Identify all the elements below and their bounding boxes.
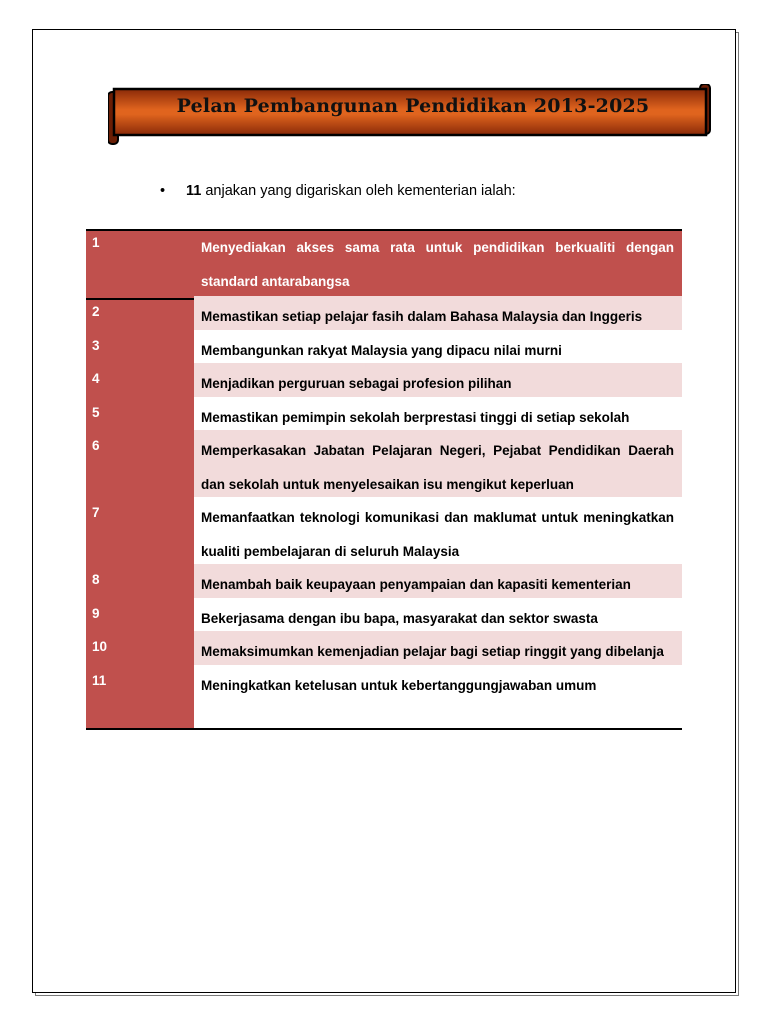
row-number: 9 (86, 602, 194, 636)
banner-title: Pelan Pembangunan Pendidikan 2013-2025 (176, 95, 650, 117)
bullet-icon: • (160, 183, 166, 199)
table-row (86, 635, 682, 669)
row-text: Menjadikan perguruan sebagai profesion pilihan (194, 363, 682, 401)
table-row (86, 367, 682, 401)
table-row (86, 300, 682, 334)
table-row (86, 669, 682, 729)
intro-bullet (160, 183, 516, 199)
row-text: Memastikan pemimpin sekolah berprestasi tinggi di setiap sekolah (194, 397, 682, 435)
table-row (86, 231, 682, 300)
row-text: Bekerjasama dengan ibu bapa, masyarakat dan sektor swasta (194, 598, 682, 636)
table-row (86, 334, 682, 368)
intro-text: anjakan yang digariskan oleh kementerian ialah: (201, 183, 516, 199)
row-number: 8 (86, 568, 194, 602)
row-number: 10 (86, 635, 194, 669)
title-banner (108, 84, 710, 138)
row-number: 4 (86, 367, 194, 401)
table-row (86, 602, 682, 636)
row-text: Memaksimumkan kemenjadian pelajar bagi setiap ringgit yang dibelanja (194, 631, 682, 669)
row-number: 11 (86, 669, 194, 729)
row-text: Menyediakan akses sama rata untuk pendidikan berkualiti dengan standard antarabangsa (201, 240, 674, 289)
row-number: 2 (86, 300, 194, 334)
row-text: Meningkatkan ketelusan untuk kebertanggungjawaban umum (194, 665, 682, 729)
row-number: 7 (86, 501, 194, 568)
row-text: Memperkasakan Jabatan Pelajaran Negeri, Pejabat Pendidikan Daerah dan sekolah untuk menyelesaikan isu mengikut keperluan (194, 430, 682, 501)
row-number: 6 (86, 434, 194, 501)
row-number: 1 (86, 231, 194, 298)
row-number: 5 (86, 401, 194, 435)
table-row (86, 434, 682, 501)
table-row (86, 501, 682, 568)
shifts-table (86, 229, 682, 730)
row-text: Membangunkan rakyat Malaysia yang dipacu nilai murni (194, 330, 682, 368)
intro-count: 11 (186, 183, 202, 199)
table-row (86, 568, 682, 602)
table-row (86, 401, 682, 435)
row-text: Menambah baik keupayaan penyampaian dan kapasiti kementerian (194, 564, 682, 602)
row-text: Memastikan setiap pelajar fasih dalam Bahasa Malaysia dan Inggeris (194, 296, 682, 334)
row-number: 3 (86, 334, 194, 368)
row-text: Memanfaatkan teknologi komunikasi dan maklumat untuk meningkatkan kualiti pembelajaran di seluruh Malaysia (194, 497, 682, 568)
